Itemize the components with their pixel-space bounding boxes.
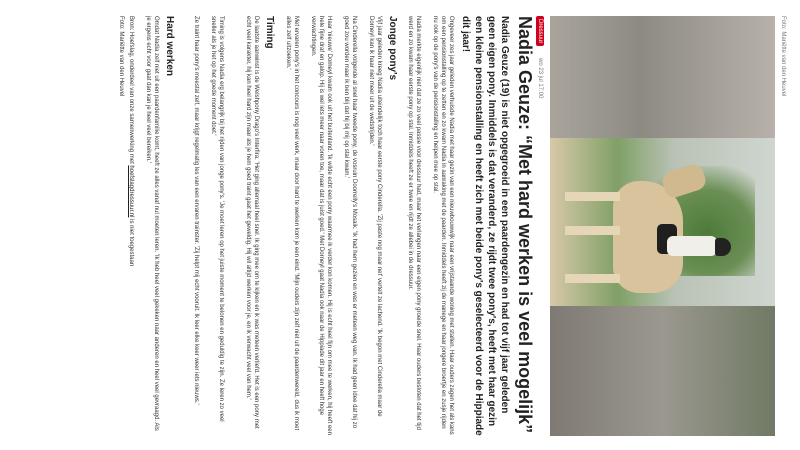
- heading-hard-werken: Hard werken: [164, 16, 175, 77]
- paragraph: Nadia merkte eigenlijk niet dat ze zo veel passie voor dressuur had, maar het verlangen naar een eigen pony groeide snel. Haar ouders besloten dat het tijd werd en zo kwam haar eerste pony op stal. Inmiddels heeft ze er twee en rijdt ze allebei in de dressuur.: [407, 16, 421, 430]
- paragraph: Haar 'nieuwe' Dorneyl kwam ook uit het buitenland. 'Ik wilde echt een pony waarmee ik verder kon komen. Hij is echt heel fijn om mee te werken, hij heeft een hele fijne draf en galop. Hij is wel iets meer naar voren toe, maar dat is juist goed.' Met Dorneyl gaat Nadia ook naar de Hippiade dit jaar en heeft hoge verwachtingen.: [310, 16, 332, 435]
- source-text: Bron: Hoefslag, onderdeel van onze samenwerking met: [128, 16, 134, 164]
- horse-leg: [565, 192, 620, 201]
- source-link[interactable]: hoefslagdressuur.nl: [128, 165, 134, 218]
- rider: [667, 236, 717, 256]
- paragraph: Ongeveer zes jaar geleden verhuisde Nadia met haar gezin van een nieuwbouwwijk naar een vrijstaande woning met stallen. Haar ouders zagen het als kans om een pensionstalling op te zetten en zo kwam Nadia in aanraking met de paarden. Inmiddels heeft zij de manege en haar jongere broertje en zusje rijden nu ook op de pony's van de pensionstalling en helpen mee op stal.: [432, 16, 454, 435]
- paragraph: Vijf jaar geleden kreeg Nadia uiteindelijk toch haar eerste pony Cinderella. 'Zij paste nog maar net' vertelt ze lachend. 'Ik begon met Cinderella maar de Dorneyl kan ik haar niet meer uit de wedstrijden.': [368, 16, 382, 417]
- heading-timing: Timing: [264, 16, 275, 49]
- source-suffix: is niet toegestaan: [128, 219, 134, 267]
- paragraph: Na Cinderella volgende al snel haar tweede pony, de vosruin Doorrelly's Mosaik. 'Ik had hem gezien en was er meteen weg van. Ik had geen idee dat hij zo goed zou worden maar ik ben blij dat hij bij mij op stal kwam.': [343, 16, 357, 429]
- photo-blur-right: [550, 306, 775, 436]
- horse-leg: [565, 226, 620, 235]
- article-photo: [550, 16, 775, 436]
- publish-date: wo 23 jul 17:00: [537, 58, 543, 99]
- paragraph: De laatste aanwinst is de Welshpony Drago's Interfira. 'Het ging allemaal heel snel. Ik ging mee om te kijken en ik was meteen verliefd. Het is een pony met echt veel karakter, hij kan heel hard zijn maar als je hem goed traint gaat het geweldig. Hij wil altijd werken voor je, en ik verwacht veel van hem.': [245, 16, 259, 429]
- article-lead: Nadia Geuze (19) is niet opgegroeid in een paardengezin en had tot vijf jaar geleden geen eigen pony. Inmiddels is dat veranderd, ze rijdt twee pony's, heeft met haar gezin een kleine pensionstalling en heeft zich met beide pony's geselecteerd voor de Hippiade dit jaar!: [460, 16, 510, 436]
- photo-blur-left: [550, 16, 775, 138]
- article-title: Nadia Geuze: “Met hard werken is veel mogelijk”: [515, 16, 535, 434]
- paragraph: Met ervaren pony's in het concours is nog veel werk, maar door hard te werken kom je een eind. 'Mijn ouders zijn zelf niet uit de paardenwereld, dus ik moet alles zelf uitzoeken.': [285, 16, 299, 431]
- photo-credit: Foto: Mariëtte van den Heuvel: [780, 16, 786, 97]
- paragraph: Timing is volgens Nadia erg belangrijk bij het rijden van jonge pony's. 'Je moet leren op het juiste moment te belonen en geduldig te zijn. Ze leren zo veel sneller als je het op het goede moment doet.': [210, 16, 224, 422]
- horse-leg: [565, 274, 620, 283]
- category-badge[interactable]: Dressuur: [536, 16, 544, 46]
- heading-jonge-ponys: Jonge pony's: [387, 16, 398, 81]
- photo-credit-footer: Foto: Mariëtte van den Heuvel: [118, 16, 124, 97]
- paragraph: Omdat Nadia zelf niet uit een paardenfamilie komt, heeft ze alles vanaf nul moeten leren. 'Ik heb heel veel gekeken naar anderen en heel veel gevraagd. Als je ergens echt voor gaat dan kan je heel veel bereiken.': [145, 16, 159, 431]
- paragraph: Ze traint haar pony's meestal zelf, maar krijgt regelmatig les van een ervaren trainster. 'Zij helpt mij echt vooruit. Ik leer elke keer weer iets nieuws.': [193, 16, 199, 405]
- source-line: [127, 16, 135, 436]
